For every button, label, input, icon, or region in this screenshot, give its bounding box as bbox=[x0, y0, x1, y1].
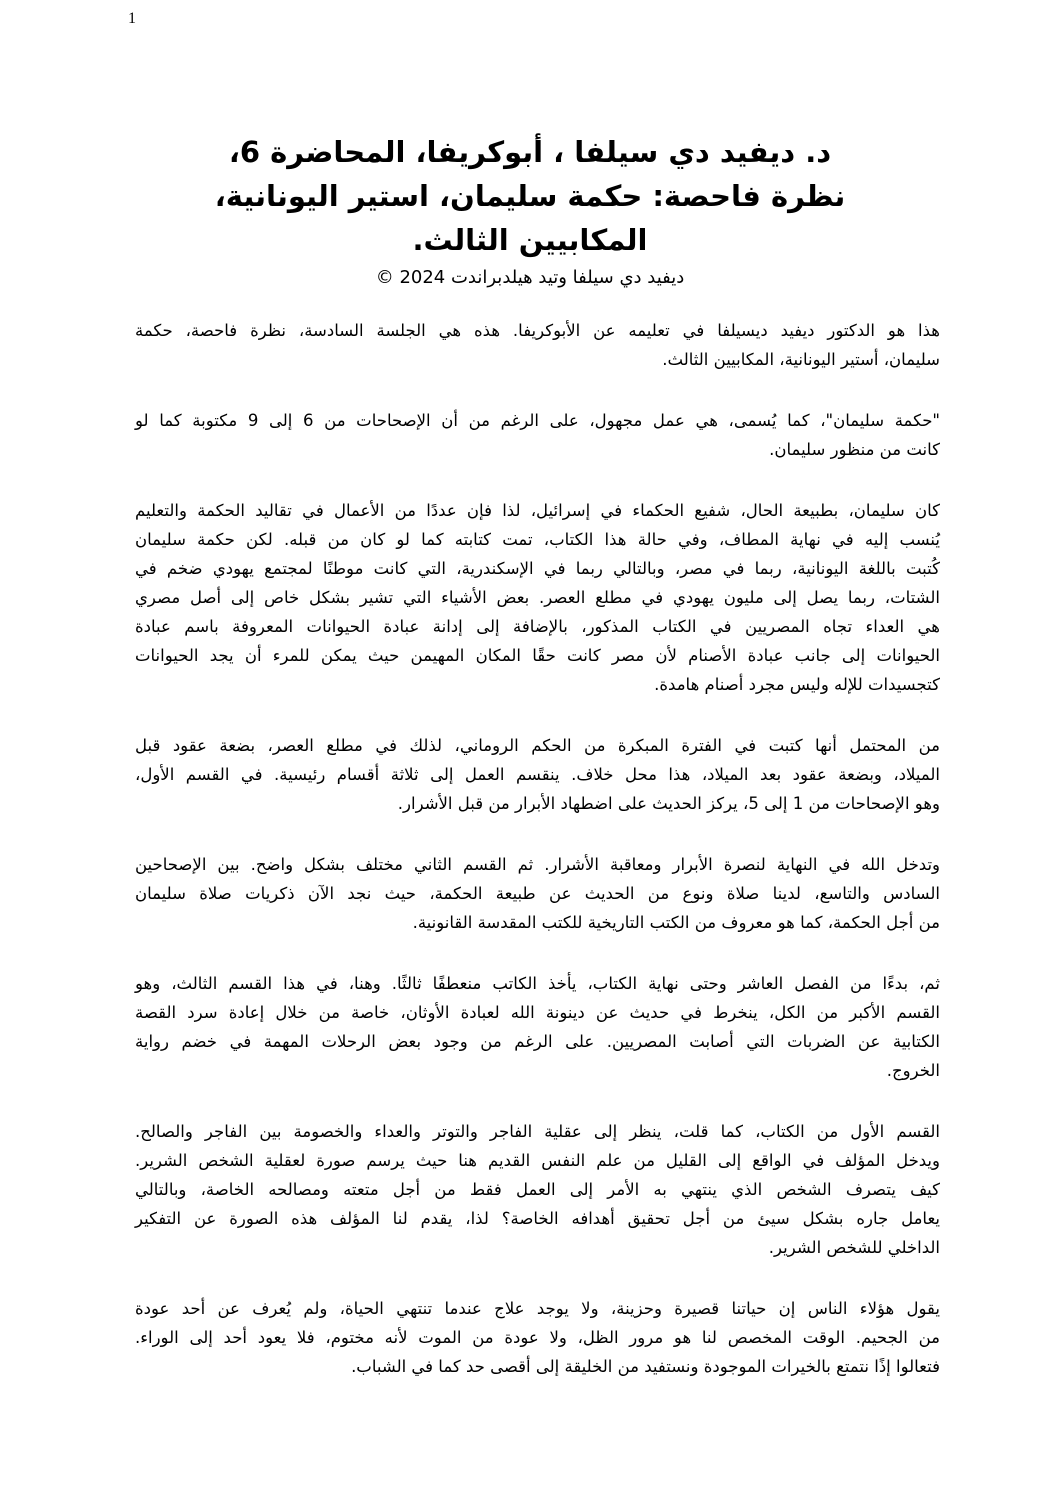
text-line: الميلاد، وبضعة عقود بعد الميلاد، هذا محل خلاف. ينقسم العمل إلى ثلاثة أقسام رئيسية. في القسم الأول، bbox=[135, 765, 940, 784]
text-line: يُنسب إليه في نهاية المطاف، وفي حالة هذا الكتاب، تمت كتابته كما لو كان من قبله. لكن حكمة سليمان bbox=[135, 530, 940, 549]
text-line: الكتابية عن الضربات التي أصابت المصريين. على الرغم من وجود بعض الرحلات المهمة في خضم رواية bbox=[135, 1032, 940, 1051]
title-line: د. ديفيد دي سيلفا ، أبوكريفا، المحاضرة 6، bbox=[228, 135, 832, 169]
document-title bbox=[120, 130, 940, 262]
copyright-byline: ديفيد دي سيلفا وتيد هيلدبراندت 2024 © bbox=[375, 267, 685, 288]
paragraph bbox=[135, 316, 940, 374]
text-line: القسم الأكبر من الكل، ينخرط في حديث عن دينونة الله لعبادة الأوثان، خاصة من خلال إعادة سرد القصة bbox=[135, 1003, 940, 1022]
text-line: كيف يتصرف الشخص الذي ينتهي به الأمر إلى العمل فقط من أجل متعته ومصالحه الخاصة، وبالتالي bbox=[135, 1180, 940, 1199]
text-line: "حكمة سليمان"، كما يُسمى، هي عمل مجهول، على الرغم من أن الإصحاحات من 6 إلى 9 مكتوبة كما لو bbox=[135, 411, 940, 430]
text-line: وتدخل الله في النهاية لنصرة الأبرار ومعاقبة الأشرار. ثم القسم الثاني مختلف بشكل واضح. بين الإصحاحين bbox=[135, 855, 940, 874]
text-line: هي العداء تجاه المصريين في الكتاب المذكور، بالإضافة إلى إدانة عبادة الحيوانات المعروفة باسم عبادة bbox=[135, 617, 940, 636]
text-line: كانت من منظور سليمان. bbox=[769, 440, 940, 459]
text-line: ويدخل المؤلف في الواقع إلى القليل من علم النفس القديم هنا حيث يرسم صورة لعقلية الشخص الشرير. bbox=[135, 1151, 940, 1170]
text-line: كُتبت باللغة اليونانية، ربما في مصر، وبالتالي ربما في الإسكندرية، التي كانت موطنًا لمجتمع يهودي ضخم في bbox=[135, 559, 940, 578]
text-line: من أجل الحكمة، كما هو معروف من الكتب التاريخية للكتب المقدسة القانونية. bbox=[412, 913, 940, 932]
text-line: يعامل جاره بشكل سيئ من أجل تحقيق أهدافه الخاصة؟ لذا، يقدم لنا المؤلف هذه الصورة عن التفكير bbox=[135, 1209, 940, 1228]
text-line: وهو الإصحاحات من 1 إلى 5، يركز الحديث على اضطهاد الأبرار من قبل الأشرار. bbox=[397, 794, 940, 813]
paragraph bbox=[135, 496, 940, 699]
text-line: الحيوانات إلى جانب عبادة الأصنام لأن مصر كانت حقًا المكان المهيمن حيث يمكن للمرء أن يجد الحيوانات bbox=[135, 646, 940, 665]
text-line: الداخلي للشخص الشرير. bbox=[768, 1238, 940, 1257]
text-line: ثم، بدءًا من الفصل العاشر وحتى نهاية الكتاب، يأخذ الكاتب منعطفًا ثالثًا. وهنا، في هذا القسم الثالث، وهو bbox=[135, 974, 940, 993]
text-line: سليمان، أستير اليونانية، المكابيين الثالث. bbox=[662, 350, 940, 369]
text-line: فتعالوا إذًا نتمتع بالخيرات الموجودة ونستفيد من الخليقة إلى أقصى حد كما في الشباب. bbox=[351, 1357, 940, 1376]
text-line: كتجسيدات للإله وليس مجرد أصنام هامدة. bbox=[654, 675, 940, 694]
paragraph bbox=[135, 731, 940, 818]
paragraph bbox=[135, 1117, 940, 1262]
paragraph bbox=[135, 850, 940, 937]
text-line: السادس والتاسع، لدينا صلاة ونوع من الحديث عن طبيعة الحكمة، حيث نجد الآن ذكريات صلاة سليمان bbox=[135, 884, 940, 903]
text-line: الخروج. bbox=[886, 1061, 940, 1080]
text-line: هذا هو الدكتور ديفيد ديسيلفا في تعليمه عن الأبوكريفا. هذه هي الجلسة السادسة، نظرة فاحصة، حكمة bbox=[135, 321, 940, 340]
text-line: من المحتمل أنها كتبت في الفترة المبكرة من الحكم الروماني، لذلك في مطلع العصر، بضعة عقود قبل bbox=[135, 736, 940, 755]
paragraph bbox=[135, 1294, 940, 1381]
title-line: المكابيين الثالث. bbox=[412, 223, 648, 257]
text-line: يقول هؤلاء الناس إن حياتنا قصيرة وحزينة، ولا يوجد علاج عندما تنتهي الحياة، ولم يُعرف عن أحد عودة bbox=[135, 1299, 940, 1318]
text-line: القسم الأول من الكتاب، كما قلت، ينظر إلى عقلية الفاجر والتوتر والعداء والخصومة بين الفاجر والصالح. bbox=[135, 1122, 940, 1141]
document-body bbox=[135, 316, 940, 1413]
paragraph bbox=[135, 406, 940, 464]
title-line: نظرة فاحصة: حكمة سليمان، استير اليونانية، bbox=[214, 179, 846, 213]
page-number: 1 bbox=[128, 10, 136, 27]
paragraph bbox=[135, 969, 940, 1085]
text-line: كان سليمان، بطبيعة الحال، شفيع الحكماء في إسرائيل، لذا فإن عددًا من الأعمال في تقاليد الحكمة والتعليم bbox=[135, 501, 940, 520]
text-line: من الجحيم. الوقت المخصص لنا هو مرور الظل، ولا عودة من الموت لأنه مختوم، فلا يعود أحد إلى الوراء. bbox=[135, 1328, 940, 1347]
text-line: الشتات، ربما يصل إلى مليون يهودي في مطلع العصر. بعض الأشياء التي تشير بشكل خاص إلى أصل مصري bbox=[135, 588, 940, 607]
